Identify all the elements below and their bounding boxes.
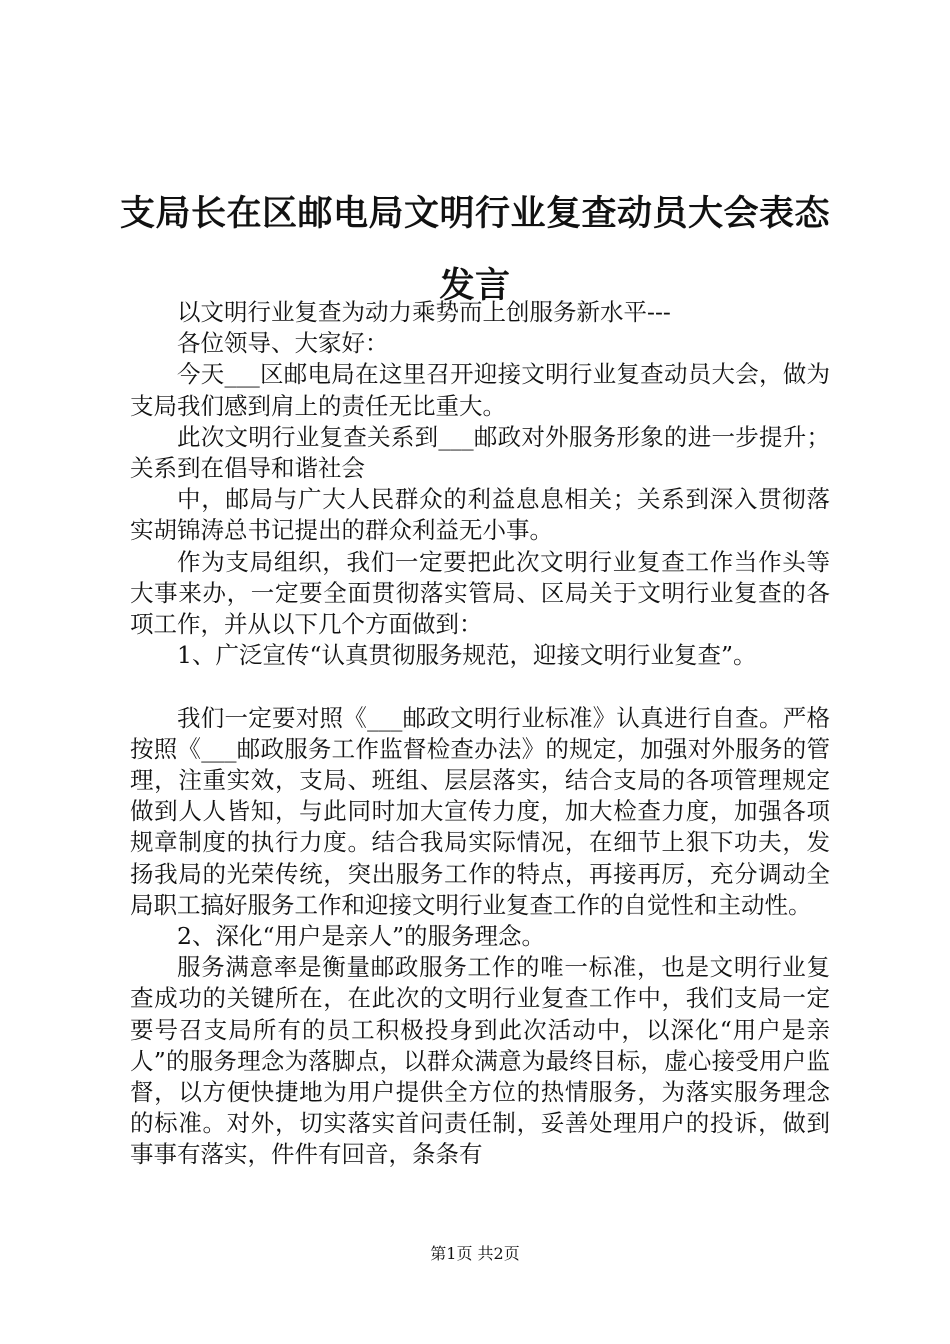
body-paragraph: 作为支局组织，我们一定要把此次文明行业复查工作当作头等大事来办，一定要全面贯彻落实管局、区局关于文明行业复查的各项工作，并从以下几个方面做到：: [130, 547, 830, 639]
body-paragraph: 中，邮局与广大人民群众的利益息息相关；关系到深入贯彻落实胡锦涛总书记提出的群众利益无小事。: [130, 485, 830, 545]
body-paragraph: 今天___区邮电局在这里召开迎接文明行业复查动员大会，做为支局我们感到肩上的责任无比重大。: [130, 360, 830, 420]
blank-line: [130, 671, 830, 702]
document-body: [130, 297, 830, 1171]
subtitle-paragraph: 以文明行业复查为动力乘势而上创服务新水平---: [177, 298, 671, 326]
section-heading: 1、广泛宣传“认真贯彻服务规范，迎接文明行业复查”。: [177, 641, 757, 670]
body-paragraph: 此次文明行业复查关系到___邮政对外服务形象的进一步提升；关系到在倡导和谐社会: [130, 422, 830, 483]
document-title: 支局长在区邮电局文明行业复查动员大会表态发言: [119, 194, 830, 306]
section-heading: 2、深化“用户是亲人”的服务理念。: [177, 922, 545, 951]
body-paragraph: 我们一定要对照《___邮政文明行业标准》认真进行自查。严格按照《___邮政服务工作监督检查办法》的规定，加强对外服务的管理，注重实效，支局、班组、层层落实，结合支局的各项管理规定做到人人皆知，与此同时加大宣传力度，加大检查力度，加强各项规章制度的执行力度。结合我局实际情况，在细节上狠下功夫，发扬我局的光荣传统，突出服务工作的特点，再接再厉，充分调动全局职工搞好服务工作和迎接文明行业复查工作的自觉性和主动性。: [130, 703, 830, 919]
greeting-paragraph: 各位领导、大家好：: [177, 329, 389, 358]
body-paragraph: 服务满意率是衡量邮政服务工作的唯一标准，也是文明行业复查成功的关键所在，在此次的文明行业复查工作中，我们支局一定要号召支局所有的员工积极投身到此次活动中，以深化“用户是亲人”的服务理念为落脚点，以群众满意为最终目标，虚心接受用户监督，以方便快捷地为用户提供全方位的热情服务，为落实服务理念的标准。对外，切实落实首问责任制，妥善处理用户的投诉，做到事事有落实，件件有回音，条条有: [130, 953, 830, 1169]
page-footer: 第1页 共2页: [430, 1244, 520, 1263]
